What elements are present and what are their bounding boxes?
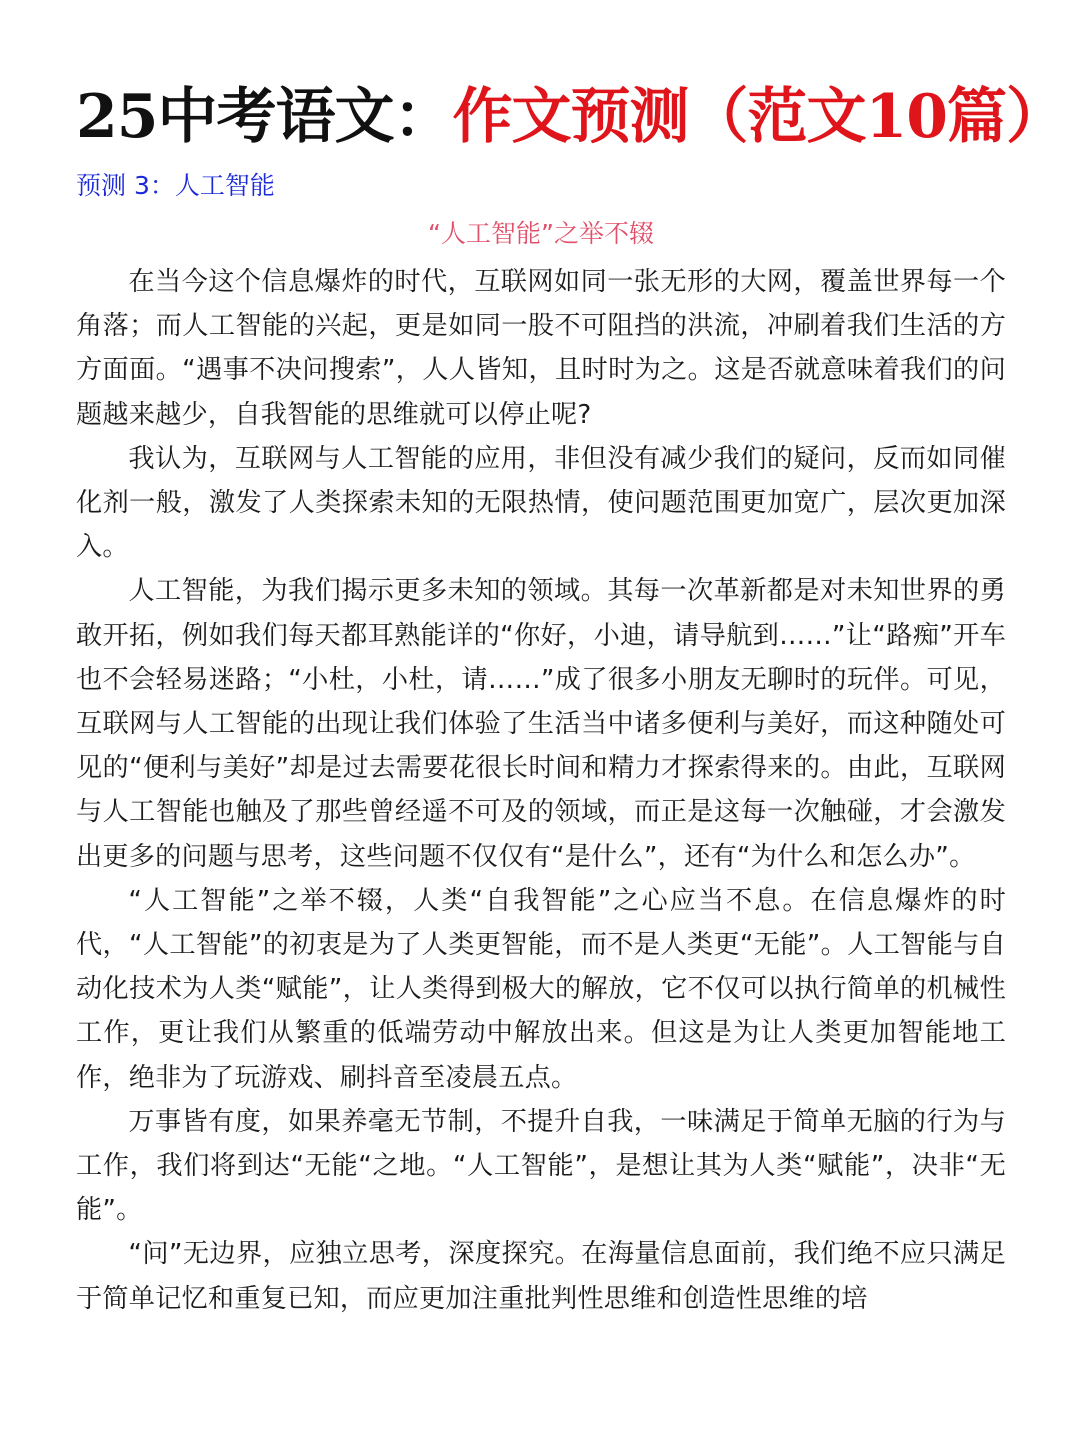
essay-body [76, 260, 1006, 1321]
essay-paragraph-1: 在当今这个信息爆炸的时代，互联网如同一张无形的大网，覆盖世界每一个角落；而人工智能的兴起，更是如同一股不可阻挡的洪流，冲刷着我们生活的方方面面。“遇事不决问搜索”，人人皆知，且时时为之。这是否就意味着我们的问题越来越少，自我智能的思维就可以停止呢? [76, 267, 1006, 430]
essay-paragraph-2: 我认为，互联网与人工智能的应用，非但没有减少我们的疑问，反而如同催化剂一般，激发了人类探索未知的无限热情，使问题范围更加宽广，层次更加深入。 [76, 443, 1006, 563]
page-title-prefix: 25中考语文： [76, 82, 453, 152]
section-label: 预测 3：人工智能 [76, 171, 275, 200]
essay-paragraph-6: “问”无边界，应独立思考，深度探究。在海量信息面前，我们绝不应只满足于简单记忆和重复已知，而应更加注重批判性思维和创造性思维的培 [76, 1239, 1006, 1314]
essay-title: “人工智能”之举不辍 [428, 219, 654, 248]
essay-paragraph-5: 万事皆有度，如果养毫无节制，不提升自我，一味满足于简单无脑的行为与工作，我们将到达“无能“之地。“人工智能”，是想让其为人类“赋能”，决非“无能”。 [76, 1106, 1006, 1226]
page-title [76, 80, 1065, 154]
essay-paragraph-4: “人工智能”之举不辍，人类“自我智能”之心应当不息。在信息爆炸的时代，“人工智能”的初衷是为了人类更智能，而不是人类更“无能”。人工智能与自动化技术为人类“赋能”，让人类得到极大的解放，它不仅可以执行简单的机械性工作，更让我们从繁重的低端劳动中解放出来。但这是为让人类更加智能地工作，绝非为了玩游戏、刷抖音至凌晨五点。 [76, 885, 1006, 1093]
page-title-highlight: 作文预测（范文10篇） [452, 82, 1065, 152]
essay-paragraph-3: 人工智能，为我们揭示更多未知的领域。其每一次革新都是对未知世界的勇敢开拓，例如我们每天都耳熟能详的“你好，小迪，请导航到……”让“路痴”开车也不会轻易迷路；“小杜，小杜，请……”成了很多小朋友无聊时的玩伴。可见，互联网与人工智能的出现让我们体验了生活当中诸多便利与美好，而这种随处可见的“便利与美好”却是过去需要花很长时间和精力才探索得来的。由此，互联网与人工智能也触及了那些曾经遥不可及的领域，而正是这每一次触碰，才会激发出更多的问题与思考，这些问题不仅仅有“是什么”，还有“为什么和怎么办”。 [76, 576, 1006, 872]
